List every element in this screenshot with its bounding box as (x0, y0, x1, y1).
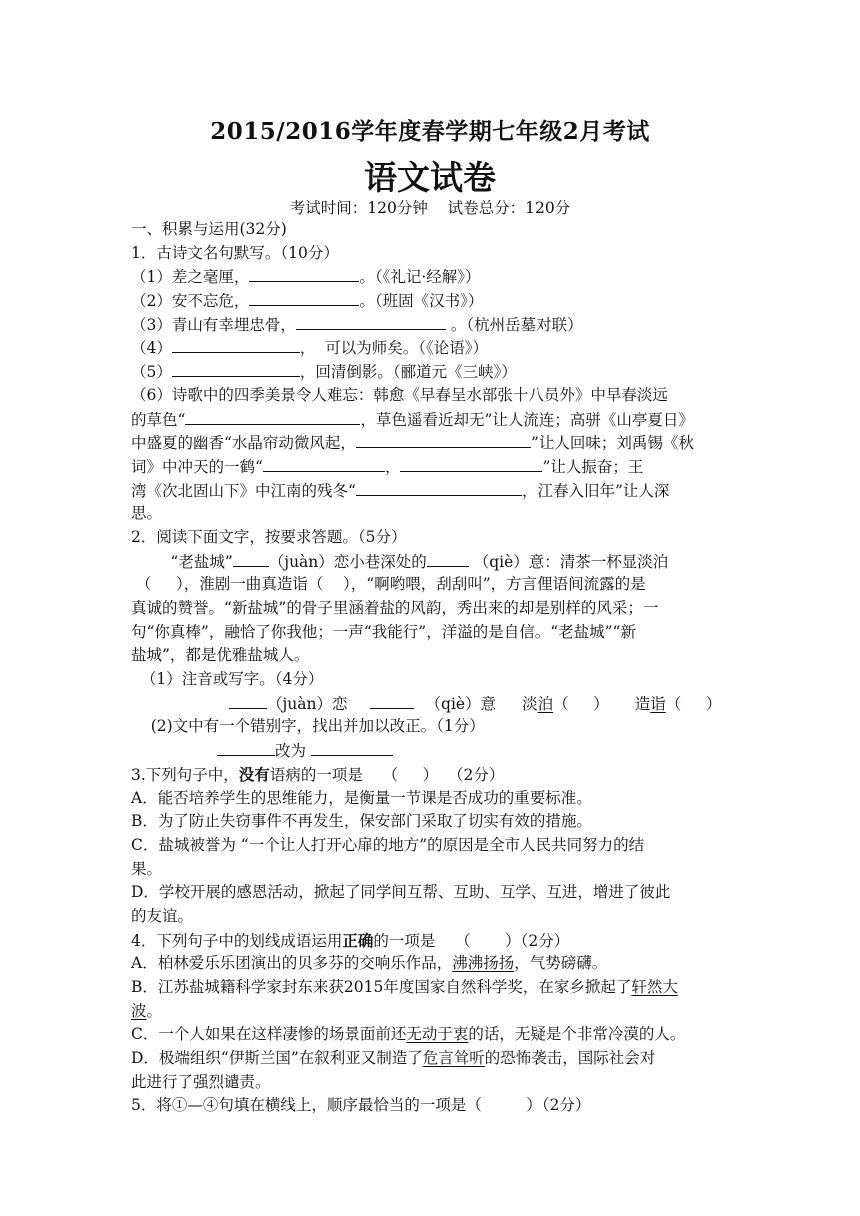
answer-paren[interactable]: （ ） (553, 694, 609, 713)
q1-line-11: 思。 (131, 504, 163, 523)
q5-stem: 5．将①—④句填在横线上，顺序最恰当的一项是（ ）（2分） (131, 1096, 591, 1115)
q1-line-7 (131, 408, 731, 432)
q2-passage-2: （ ），淮剧一曲真造诣（ ），“啊哟喂，刮刮叫”，方言俚语间流露的是 (131, 575, 646, 594)
q2-text: （juàn）恋 (267, 694, 348, 713)
section-heading: 一、积累与运用(32分) (131, 220, 287, 238)
q4-text: 的恐怖袭击，国际社会对 (484, 1049, 656, 1068)
q3-emphasis: 没有 (238, 764, 270, 784)
q1-line-3 (131, 313, 731, 337)
q3-option-a: A．能否培养学生的思维能力，是衡量一节课是否成功的重要标准。 (131, 788, 592, 807)
q2-sub2-answer (131, 739, 731, 763)
q1-line-8 (131, 431, 731, 455)
q4-idiom: 危言耸听 (422, 1049, 485, 1068)
q2-stem: 2．阅读下面文字，按要求答题。（5分） (131, 527, 407, 546)
answer-blank[interactable] (356, 431, 531, 448)
q4-option-b (131, 976, 731, 1000)
q2-text: （qiè）意：清茶一杯显淡泊 (468, 552, 669, 571)
q1-text: 湾《次北固山下》中江南的残冬“ (131, 481, 356, 500)
q1-line-4 (131, 336, 731, 360)
q2-text: （qiè）意 (425, 694, 497, 713)
q1-line-1 (131, 265, 731, 289)
q4-text: 的一项是 （ ）（2分） (373, 931, 570, 950)
q2-sub1: （1）注音或写字。（4分） (131, 670, 324, 689)
q4-idiom: 轩然大 (631, 978, 678, 996)
q4-idiom: 无动于衷 (406, 1025, 469, 1044)
q2-passage-4: 句“你真棒”，融恰了你我他；一声“我能行”，洋溢的是自信。“老盐城”“新 (131, 622, 636, 641)
q2-text: 改为 (275, 742, 307, 761)
answer-blank[interactable] (229, 692, 267, 709)
exam-subtitle: 语文试卷 (364, 158, 496, 197)
q1-text: ”让人振奋；王 (542, 457, 644, 476)
answer-blank[interactable] (296, 313, 446, 330)
q4-text: D．极端组织“伊斯兰国”在叙利亚又制造了 (131, 1049, 423, 1068)
q3-text: 3.下列句子中， (131, 765, 239, 784)
q4-option-a (131, 952, 731, 976)
q2-text: 造 (634, 694, 651, 713)
q4-option-b-cont (131, 1000, 731, 1024)
q1-text: （1）差之毫厘， (131, 268, 250, 287)
q3-option-d-cont: 的友谊。 (131, 906, 194, 925)
q1-text: ，草色遥看近却无”让人流连；高骈《山亭夏日》 (360, 410, 694, 429)
q1-line-10 (131, 479, 731, 503)
answer-blank[interactable] (185, 408, 360, 425)
q1-text: （4） (131, 339, 172, 358)
q2-text: （juàn）恋小巷深处的 (268, 552, 427, 571)
q1-text: （5） (131, 363, 172, 382)
q3-stem (131, 763, 731, 787)
q1-text: ， (384, 457, 401, 476)
q2-text: “老盐城” (131, 552, 233, 571)
q4-option-d-cont: 此进行了强烈谴责。 (131, 1072, 271, 1091)
q4-stem (131, 929, 731, 953)
answer-blank[interactable] (370, 692, 414, 709)
q4-text: 的话，无疑是个非常冷漠的人。 (468, 1025, 686, 1044)
answer-blank[interactable] (311, 739, 393, 756)
q4-option-d (131, 1047, 731, 1071)
q1-text: 的草色“ (131, 410, 186, 429)
answer-blank[interactable] (400, 455, 542, 472)
q2-text: 淡 (522, 694, 538, 713)
q2-underlined: 诣 (650, 694, 666, 713)
q2-underlined: 泊 (537, 694, 554, 713)
q1-line-6: （6）诗歌中的四季美景令人难忘：韩愈《早春呈水部张十八员外》中早春淡远 (131, 385, 668, 404)
exam-body (131, 218, 731, 1118)
q2-passage-1 (131, 550, 731, 574)
exam-meta: 考试时间：120分钟 试卷总分：120分 (289, 199, 571, 217)
q2-passage-5: 盐城”，都是优雅盐城人。 (131, 646, 310, 665)
q4-idiom: 沸沸扬扬 (452, 954, 515, 973)
q1-text: 。（班固《汉书》） (359, 292, 484, 311)
q4-emphasis: 正确 (342, 930, 374, 950)
answer-blank[interactable] (172, 360, 300, 377)
exam-title: 2015/2016学年度春学期七年级2月考试 (210, 118, 650, 145)
q4-text: ，气势磅礴。 (514, 954, 608, 973)
answer-blank[interactable] (427, 550, 469, 567)
answer-blank[interactable] (172, 336, 300, 353)
answer-blank[interactable] (249, 289, 359, 306)
q3-text: 语病的一项是 （ ） （2分） (269, 765, 505, 784)
q3-option-c: C．盐城被誉为 “一个让人打开心扉的地方”的原因是全市人民共同努力的结 (131, 835, 645, 854)
q4-text: C．一个人如果在这样凄惨的场景面前还 (131, 1025, 407, 1044)
answer-blank[interactable] (263, 455, 385, 472)
q1-line-2 (131, 289, 731, 313)
q1-text: 。（《礼记·经解》） (359, 268, 481, 287)
q2-sub2: (2)文中有一个错别字，找出并加以改正。（1分） (131, 717, 485, 736)
q4-text: B．江苏盐城籍科学家封东来获2015年度国家自然科学奖，在家乡掀起了 (131, 978, 632, 996)
q4-option-c (131, 1023, 731, 1047)
q1-stem: 1．古诗文名句默写。（10分） (131, 243, 339, 262)
q3-option-b: B．为了防止失窃事件不再发生，保安部门采取了切实有效的措施。 (131, 812, 592, 831)
q1-text: （2）安不忘危， (131, 292, 250, 311)
q1-line-9 (131, 455, 731, 479)
q1-text: 词》中冲天的一鹤“ (131, 457, 263, 476)
q1-text: ， 可以为师矣。（《论语》） (299, 339, 488, 358)
q2-sub1-items (131, 692, 731, 716)
answer-blank[interactable] (233, 550, 269, 567)
q4-text: 4．下列句子中的划线成语运用 (131, 931, 343, 950)
answer-blank[interactable] (217, 739, 275, 756)
q2-passage-3: 真诚的赞誉。“新盐城”的骨子里涵着盐的风韵，秀出来的却是别样的风采；一 (131, 599, 659, 617)
answer-blank[interactable] (249, 265, 359, 282)
q1-text: ”让人回味；刘禹锡《秋 (530, 434, 694, 453)
answer-blank[interactable] (356, 479, 522, 496)
q3-option-c-cont: 果。 (131, 859, 163, 878)
q1-text: 。（杭州岳墓对联） (450, 315, 583, 334)
q4-idiom: 波 (131, 1001, 147, 1020)
q1-text: ，江春入旧年”让人深 (521, 481, 670, 500)
q4-text: 。 (146, 1001, 163, 1020)
q1-text: （3）青山有幸埋忠骨， (131, 315, 296, 334)
q1-text: 中盛夏的幽香“水晶帘动微风起， (131, 434, 356, 453)
q4-text: A．柏林爱乐乐团演出的贝多芬的交响乐作品， (131, 954, 453, 973)
q1-text: ，回清倒影。（郦道元《三峡》） (299, 363, 517, 382)
q3-option-d: D．学校开展的感恩活动，掀起了同学间互帮、互助、互学、互进，增进了彼此 (131, 883, 671, 902)
q1-line-5 (131, 360, 731, 384)
answer-paren[interactable]: （ ） (665, 694, 722, 713)
